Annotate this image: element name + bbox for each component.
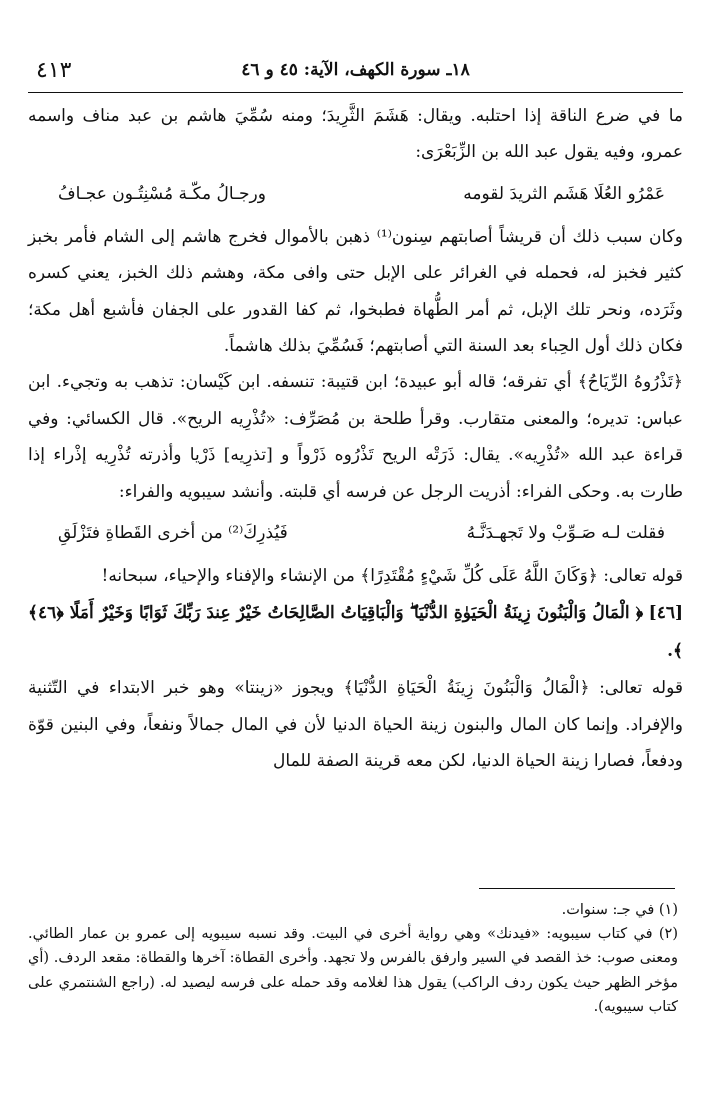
header-rule [28,92,683,93]
page-number: ٤١٣ [36,58,72,83]
main-text [28,98,683,780]
running-title: ١٨ـ سورة الكهف، الآية: ٤٥ و ٤٦ [241,60,470,80]
poem-1-first-hemistich: عَمْرُو العُلَا هَشَم الثريدَ لقومه [463,183,665,204]
poem-verse-2 [28,510,683,558]
footnote-rule [479,888,675,889]
quran-verse [28,594,683,670]
footnotes [28,898,678,1019]
paragraph-3: ﴿تَذْرُوهُ الرِّيَاحُ﴾ أي تفرقه؛ قاله أبو عبيدة؛ ابن قتيبة: تنسفه. ابن كَيْسان: تذهب به وتجيء. ابن عباس: تديره؛ والمعنى متقارب. وقرأ طلحة بن مُصَرِّف: «تُذْرِيه الريح». قال الكسائي: وفي قراءة عبد الله «تُذْرِيه». يقال: ذَرَتْه الريح تَذْرُوه ذَرْواً و [تذرِيه] ذَرْيا وأذرته تُذْرِيه إذْراء إذا طارت به. وحكى الفراء: أذريت الرجل عن فرسه أي قلبته. وأنشد سيبويه والفراء: [28,372,683,502]
paragraph-2: وكان سبب ذلك أن قريشاً أصابتهم سِنون⁽¹⁾ ذهبن بالأموال فخرج هاشم إلى الشام فأمر بخبز كثير فخبز له، فحمله في الغرائر على الإبل حتى وافى مكة، وهشم ذلك الخبز، يعني كسره وثَرَده، ونحر تلك الإبل، ثم أمر الطُّهاة فطبخوا، ثم كفا القدور على الجفان فأشبع أهل مكة؛ فكان ذلك أول الحِباء بعد السنة التي أصابتهم؛ فَسُمِّيَ بذلك هاشماً. [28,226,683,357]
page-header [28,58,683,88]
footnote-1: (١) في جـ: سنوات. [561,902,678,918]
verse-number: [٤٦] [648,603,683,624]
poem-2-first-hemistich: فقلت لـه صَـوِّبْ ولا تَجهـدَنَّـهُ [466,523,665,544]
poem-1-second-hemistich: ورجـالُ مكّـة مُسْنِتُـون عجـافُ [58,183,266,204]
poem-verse-1 [28,171,683,219]
paragraph-4: قوله تعالى: ﴿وَكَانَ اللَّهُ عَلَى كُلِّ شَيْءٍ مُقْتَدِرًا﴾ من الإنشاء والإفناء والإحياء، سبحانه! [101,566,683,587]
verse-text: ﴿ الْمَالُ وَالْبَنُونَ زِينَةُ الْحَيَوٰةِ الدُّنْيَا ۖ وَالْبَاقِيَاتُ الصَّالِحَاتُ خَيْرٌ عِندَ رَبِّكَ ثَوَابًا وَخَيْرٌ أَمَلًا ﴿٤٦﴾ ﴾. [28,603,683,662]
paragraph-1: ما في ضرع الناقة إذا احتلبه. ويقال: هَشَمَ الثَّرِيدَ؛ ومنه سُمِّيَ هاشم بن عبد مناف واسمه عمرو، وفيه يقول عبد الله بن الزِّبَعْرَى: [28,106,683,163]
poem-2-second-hemistich: فَيُذرِكَ⁽²⁾ من أخرى القَطاةِ فتَزْلَقِ [58,523,288,544]
paragraph-5: قوله تعالى: ﴿الْمَالُ وَالْبَنُونَ زِينَةُ الْحَيَاةِ الدُّنْيَا﴾ ويجوز «زينتا» وهو خبر الابتداء في التّثنية والإفراد. وإنما كان المال والبنون زينة الحياة الدنيا لأن في المال جمالاً ونفعاً، وفي البنين قوّة ودفعاً، فصارا زينة الحياة الدنيا، لكن معه قرينة الصفة للمال [28,678,683,772]
footnote-2: (٢) في كتاب سيبويه: «فيدنك» وهي رواية أخرى في البيت. وقد نسبه سيبويه إلى عمرو بن عمار الطائي. ومعنى صوب: خذ القصد في السير وارفق بالفرس ولا تجهد. وأخرى القطاة: آخرها والقطاة: مقعد الردف. (أي مؤخر الظهر حيث يكون ردف الراكب) يقول هذا لغلامه وقد حمله على فرسه ليصيد له. (راجع الشنتمري على كتاب سيبويه). [28,926,678,1015]
